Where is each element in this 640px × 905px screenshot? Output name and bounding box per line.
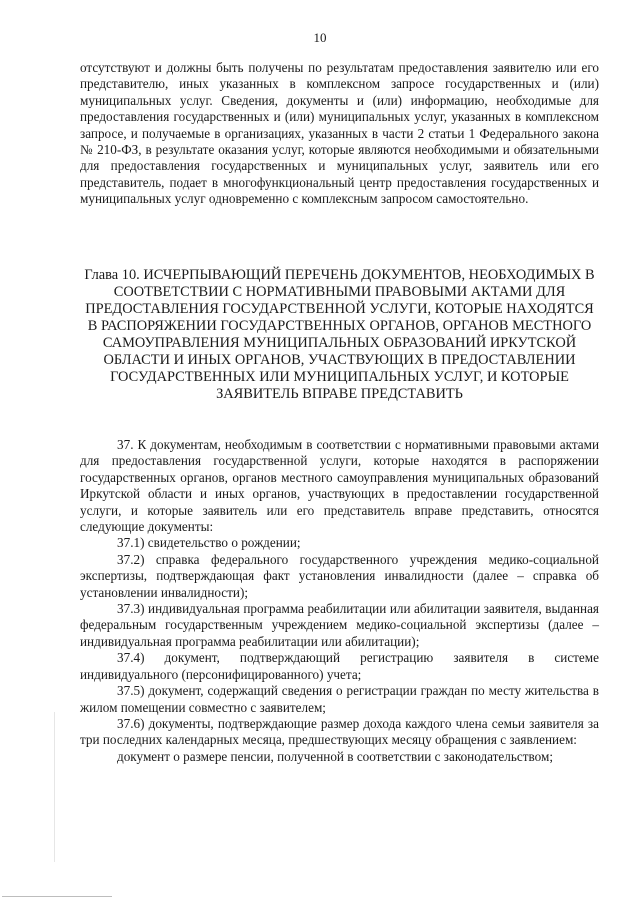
scan-margin-line	[54, 712, 55, 862]
paragraph-37-5: 37.5) документ, содержащий сведения о регистрации граждан по месту жительства в жилом помещении совместно с заявителем;	[80, 683, 599, 715]
paragraph-37-3: 37.3) индивидуальная программа реабилитации или абилитации заявителя, выданная федеральным государственным учреждением медико-социальной экспертизы (далее – индивидуальная программа реабилитации или абилитации);	[80, 601, 599, 649]
paragraph-37-6: 37.6) документы, подтверждающие размер дохода каждого члена семьи заявителя за три последних календарных месяца, предшествующих месяцу обращения с заявлением:	[80, 715, 599, 748]
paragraph-37-1: 37.1) свидетельство о рождении;	[117, 535, 301, 551]
paragraph-37-4: 37.4) документ, подтверждающий регистрацию заявителя в системе индивидуального (персонифицированного) учета;	[80, 650, 599, 682]
chapter-heading: Глава 10. ИСЧЕРПЫВАЮЩИЙ ПЕРЕЧЕНЬ ДОКУМЕНТОВ, НЕОБХОДИМЫХ В СООТВЕТСТВИИ С НОРМАТИВНЫМИ ПРАВОВЫМИ АКТАМИ ДЛЯ ПРЕДОСТАВЛЕНИЯ ГОСУДАРСТВЕННОЙ УСЛУГИ, КОТОРЫЕ НАХОДЯТСЯ В РАСПОРЯЖЕНИИ ГОСУДАРСТВЕННЫХ ОРГАНОВ, ОРГАНОВ МЕСТНОГО САМОУПРАВЛЕНИЯ МУНИЦИПАЛЬНЫХ ОБРАЗОВАНИЙ ИРКУТСКОЙ ОБЛАСТИ И ИНЫХ ОРГАНОВ, УЧАСТВУЮЩИХ В ПРЕДОСТАВЛЕНИИ ГОСУДАРСТВЕННЫХ ИЛИ МУНИЦИПАЛЬНЫХ УСЛУГ, И КОТОРЫЕ ЗАЯВИТЕЛЬ ВПРАВЕ ПРЕДСТАВИТЬ	[84, 267, 595, 402]
footer-rule	[2, 896, 112, 897]
paragraph-37-2: 37.2) справка федерального государственного учреждения медико-социальной экспертизы, подтверждающая факт установления инвалидности (далее – справка об установлении инвалидности);	[80, 551, 599, 600]
intro-section	[80, 60, 599, 208]
paragraph-37: 37. К документам, необходимым в соответствии с нормативными правовыми актами для предоставления государственной услуги, которые находятся в распоряжении государственных органов, органов местного самоуправления муниципальных образований Иркутской области и иных органов, участвующих в предоставлении государственной услуги, и которые заявитель или его представитель вправе представить, относятся следующие документы:	[80, 437, 599, 535]
paragraph-pension-document: документ о размере пенсии, полученной в соответствии с законодательством;	[117, 748, 553, 764]
intro-paragraph: отсутствуют и должны быть получены по результатам предоставления заявителю или его представителю, иных указанных в комплексном запросе государственных и (или) муниципальных услуг. Сведения, документы и (или) информацию, необходимые для предоставления государственных и (или) муниципальных услуг, указанных в комплексном запросе, и получаемые в организациях, указанных в части 2 статьи 1 Федерального закона № 210-ФЗ, в результате оказания услуг, которые являются необходимыми и обязательными для предоставления государственных и муниципальных услуг, заявитель или его представитель, подает в многофункциональный центр предоставления государственных и муниципальных услуг одновременно с комплексным запросом самостоятельно.	[80, 60, 599, 207]
page-number: 10	[313, 30, 327, 45]
main-section	[80, 437, 599, 765]
chapter-heading-block	[80, 267, 599, 403]
